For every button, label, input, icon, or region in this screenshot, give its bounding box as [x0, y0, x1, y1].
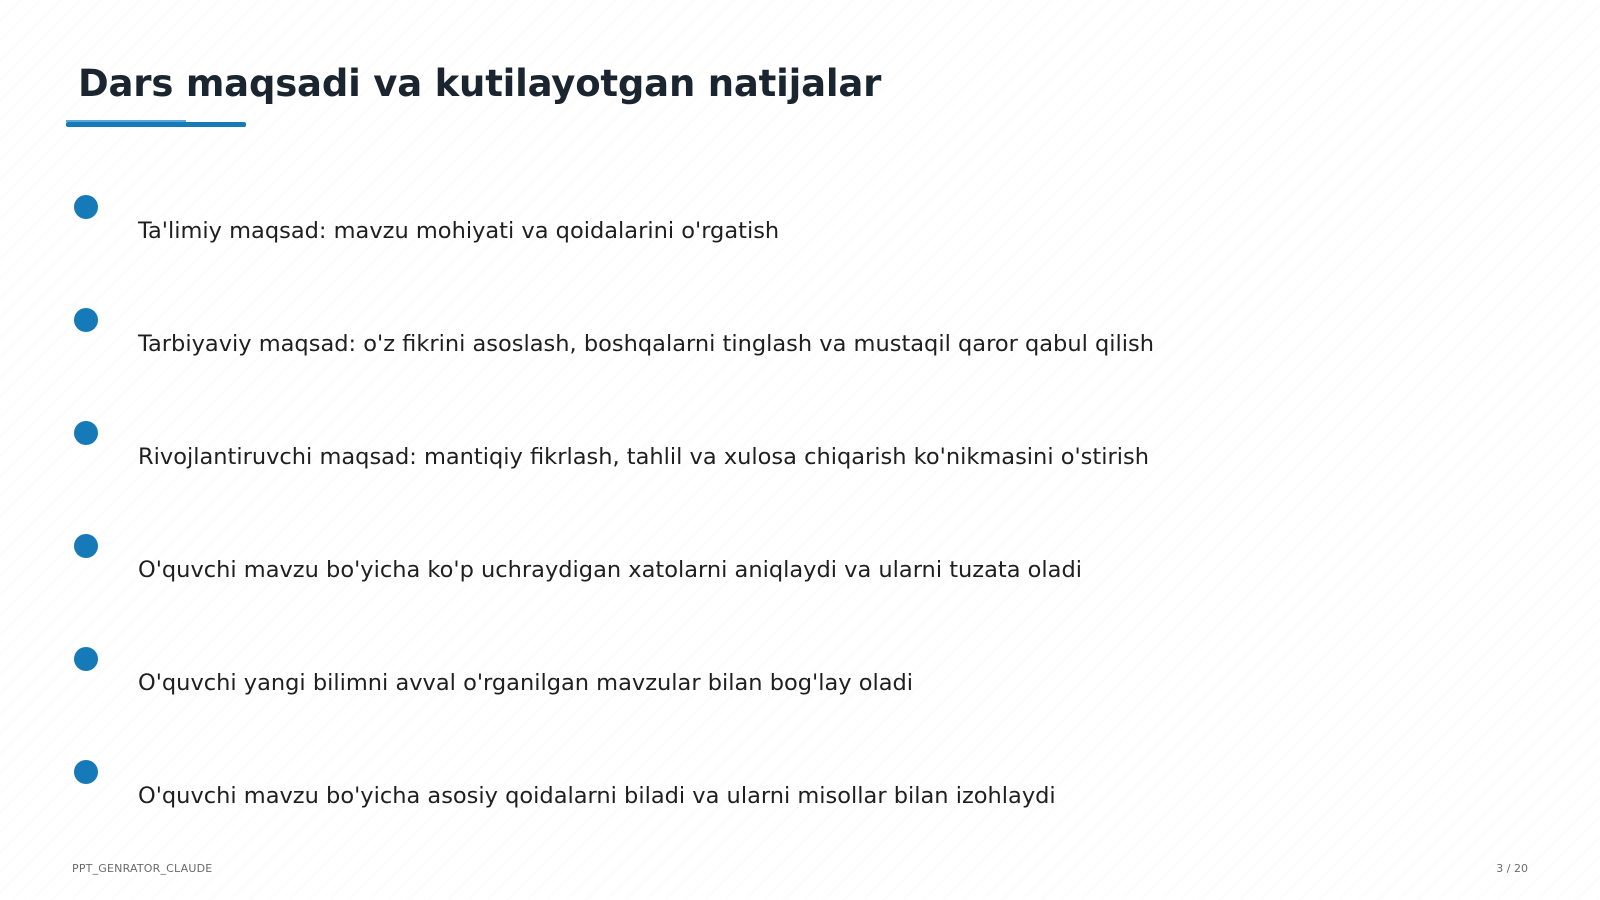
bullet-item — [72, 760, 1472, 840]
bullet-text: O'quvchi mavzu bo'yicha asosiy qoidalarni biladi va ularni misollar bilan izohlaydi — [138, 783, 1056, 809]
footer-source-label: PPT_GENRATOR_CLAUDE — [72, 862, 213, 875]
page-indicator: 3 / 20 — [1496, 862, 1528, 875]
bullet-text: O'quvchi yangi bilimni avval o'rganilgan mavzular bilan bog'lay oladi — [138, 670, 914, 696]
bullet-dot-icon — [74, 421, 98, 445]
bullet-item — [72, 647, 1472, 727]
slide-title: Dars maqsadi va kutilayotgan natijalar — [78, 62, 882, 105]
bullet-item — [72, 421, 1472, 501]
bullet-dot-icon — [74, 195, 98, 219]
bullet-dot-icon — [74, 534, 98, 558]
bullet-dot-icon — [74, 760, 98, 784]
bullet-dot-icon — [74, 308, 98, 332]
bullet-item — [72, 195, 1472, 275]
bullet-item — [72, 534, 1472, 614]
bullet-text: Ta'limiy maqsad: mavzu mohiyati va qoidalarini o'rgatish — [138, 218, 780, 244]
bullet-text: Tarbiyaviy maqsad: o'z fikrini asoslash, boshqalarni tinglash va mustaqil qaror qabul qilish — [138, 331, 1155, 357]
bullet-text: O'quvchi mavzu bo'yicha ko'p uchraydigan xatolarni aniqlaydi va ularni tuzata oladi — [138, 557, 1083, 583]
bullet-dot-icon — [74, 647, 98, 671]
bullet-text: Rivojlantiruvchi maqsad: mantiqiy fikrlash, tahlil va xulosa chiqarish ko'nikmasini o'stirish — [138, 444, 1149, 470]
bullet-item — [72, 308, 1472, 388]
